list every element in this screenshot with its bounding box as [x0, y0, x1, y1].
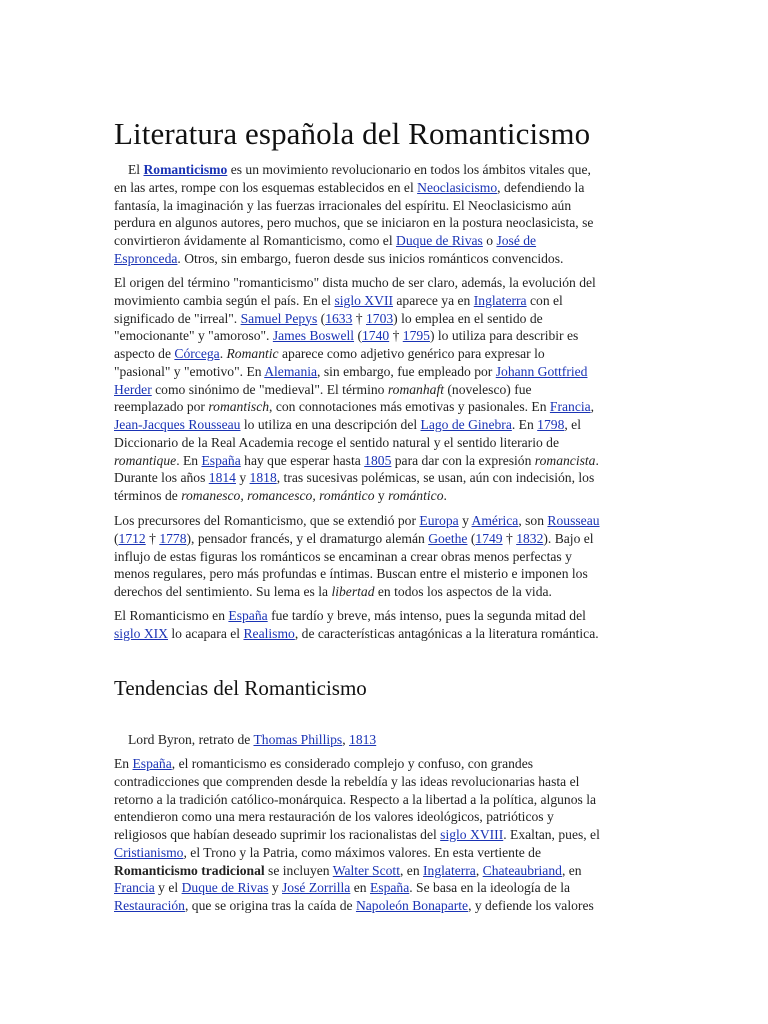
text: , y defiende los valores [468, 898, 594, 913]
text-line [114, 398, 654, 416]
text: , [342, 732, 350, 747]
link-duque-de-rivas[interactable]: Duque de Rivas [396, 233, 483, 248]
italic-term: romantique [114, 452, 177, 468]
text: es un movimiento revolucionario en todos los ámbitos vitales que, [227, 162, 591, 177]
link-espana[interactable]: España [228, 608, 268, 623]
text: significado de "irreal". [114, 310, 241, 326]
text: , de características antagónicas a la literatura romántica. [294, 625, 599, 641]
link-1778[interactable]: 1778 [159, 530, 187, 546]
text: † [145, 530, 160, 546]
text: † [502, 530, 517, 546]
link-johann-gottfried[interactable]: Johann Gottfried [495, 363, 588, 379]
text: y el [154, 880, 182, 896]
text: en las artes, rompe con los esquemas establecidos en el [114, 179, 418, 195]
link-1814[interactable]: 1814 [208, 470, 236, 486]
text: y [235, 470, 250, 486]
text: aparece ya en [393, 292, 474, 308]
link-rousseau[interactable]: Rousseau [547, 513, 600, 528]
text: "pasional" y "emotivo". En [114, 363, 265, 379]
link-inglaterra[interactable]: Inglaterra [473, 292, 527, 308]
text: , el Trono y la Patria, como máximos valores. En esta vertiente de [183, 844, 541, 860]
text: aspecto de [114, 346, 175, 361]
text: En [114, 756, 133, 771]
link-francia[interactable]: Francia [549, 399, 591, 415]
italic-term: romántico [388, 488, 444, 503]
italic-term: romanhaft [387, 381, 444, 397]
link-1749[interactable]: 1749 [475, 530, 503, 546]
text: , sin embargo, fue empleado por [317, 363, 496, 379]
text: en [350, 880, 370, 896]
link-francia[interactable]: Francia [114, 880, 155, 896]
text: y [268, 880, 283, 896]
text: , en [399, 862, 424, 878]
link-1798[interactable]: 1798 [537, 417, 565, 432]
text-line: Diccionario de la Real Academia recoge el sentido natural y el sentido literario de [114, 434, 560, 450]
link-1795[interactable]: 1795 [402, 328, 430, 344]
text: . Exaltan, pues, el [503, 827, 600, 842]
text: . Otros, sin embargo, fueron desde sus inicios románticos convencidos. [177, 250, 564, 266]
link-alemania[interactable]: Alemania [264, 363, 318, 379]
text-line [114, 755, 654, 773]
link-siglo-xix[interactable]: siglo XIX [114, 625, 168, 641]
link-james-boswell[interactable]: James Boswell [272, 328, 355, 344]
text: para dar con la expresión [391, 452, 535, 468]
link-espronceda[interactable]: Espronceda [114, 250, 178, 266]
text-line [114, 487, 654, 505]
link-espana[interactable]: España [201, 452, 241, 468]
link-walter-scott[interactable]: Walter Scott [332, 862, 400, 878]
text-line [114, 862, 654, 880]
italic-term: romanesco, romancesco, romántico [181, 488, 375, 503]
text-line: entendieron como una mera restauración de los valores ideológicos, patrióticos y [114, 809, 554, 825]
text: , el [564, 417, 581, 432]
text: reemplazado por [114, 399, 209, 415]
link-neoclasicismo[interactable]: Neoclasicismo [417, 179, 498, 195]
text: . [219, 346, 227, 361]
link-inglaterra[interactable]: Inglaterra [423, 862, 476, 878]
text: ( [467, 530, 476, 546]
link-1832[interactable]: 1832 [516, 530, 544, 546]
text: aparece como adjetivo genérico para expresar lo [278, 346, 545, 361]
text: fue tardío y breve, más intenso, pues la segunda mitad del [267, 608, 586, 623]
link-siglo-xviii[interactable]: siglo XVIII [440, 827, 504, 842]
text-line [114, 844, 654, 862]
text-line [114, 232, 654, 250]
link-cristianismo[interactable]: Cristianismo [114, 844, 184, 860]
text: , defendiendo la [497, 179, 585, 195]
text: † [389, 328, 403, 344]
text-line [114, 363, 654, 381]
link-1703[interactable]: 1703 [365, 310, 394, 326]
text-line [114, 345, 654, 363]
text: movimiento cambia según el país. En el [114, 292, 335, 308]
text: , que se origina tras la caída de [184, 898, 356, 913]
link-restauracion[interactable]: Restauración [114, 898, 185, 913]
tendencias-paragraph [114, 755, 654, 915]
text-line [114, 416, 654, 434]
text-line: influjo de estas figuras los románticos se encaminan a crear obras menos perfectas y [114, 548, 572, 564]
text: . [595, 452, 599, 468]
origin-paragraph [114, 274, 654, 505]
link-napoleon-bonaparte[interactable]: Napoleón Bonaparte [355, 898, 469, 913]
page-title: Literatura española del Romanticismo [114, 116, 591, 151]
text: Los precursores del Romanticismo, que se extendió por [114, 513, 420, 528]
text-line: contradicciones que comprenden desde la rebeldía y las ideas revolucionarias hasta el [114, 773, 580, 789]
text: términos de [114, 488, 182, 503]
text-line [114, 879, 654, 897]
link-romanticismo[interactable]: Romanticismo [143, 162, 228, 177]
link-rousseau-jj[interactable]: Jean-Jacques Rousseau [114, 417, 241, 432]
text: ). Bajo el [543, 530, 594, 546]
text: , el romanticismo es considerado complejo y confuso, con grandes [171, 756, 534, 771]
text: ), pensador francés, y el dramaturgo alemán [186, 530, 429, 546]
text: , [475, 862, 483, 878]
text-line [114, 826, 654, 844]
text-line [114, 381, 654, 399]
text-line [114, 583, 654, 601]
italic-term: romantisch [208, 399, 270, 415]
text: con el [526, 292, 563, 308]
text: ( [354, 328, 362, 344]
text: , [590, 399, 595, 415]
link-1805[interactable]: 1805 [364, 452, 392, 468]
link-america[interactable]: América [471, 513, 519, 528]
text: Lord Byron, retrato de [128, 732, 254, 747]
text: ( [317, 310, 326, 326]
link-1813[interactable]: 1813 [349, 732, 377, 747]
text-line [114, 179, 654, 197]
text: convirtieron ávidamente al Romanticismo, como el [114, 233, 396, 248]
text: Durante los años [114, 470, 209, 486]
bold-term: Romanticismo tradicional [114, 862, 265, 878]
text: . Se basa en la ideología de la [409, 880, 571, 896]
intro-paragraph [114, 161, 654, 268]
text-line [114, 512, 654, 530]
text-line [114, 897, 654, 915]
link-1740[interactable]: 1740 [361, 328, 390, 344]
link-goethe[interactable]: Goethe [428, 530, 468, 546]
text: El [128, 162, 144, 177]
link-chateaubriand[interactable]: Chateaubriand [482, 862, 562, 878]
italic-term: romancista [534, 452, 596, 468]
link-1712[interactable]: 1712 [118, 530, 146, 546]
text-line [114, 607, 654, 625]
link-duque-de-rivas[interactable]: Duque de Rivas [181, 880, 269, 896]
link-lago-de-ginebra[interactable]: Lago de Ginebra [420, 417, 512, 432]
text: o [482, 233, 497, 248]
text: derechos del sentimiento. Su lema es la [114, 584, 332, 599]
text: en todos los aspectos de la vida. [374, 584, 552, 599]
text-line [114, 469, 654, 487]
section-heading: Tendencias del Romanticismo [114, 676, 367, 700]
text: ) lo utiliza para describir es [429, 328, 579, 344]
text-line [114, 625, 654, 643]
text: ( [114, 530, 119, 546]
precursors-paragraph [114, 512, 654, 601]
text-line [114, 292, 654, 310]
italic-term: libertad [331, 584, 375, 599]
text: hay que esperar hasta [240, 452, 365, 468]
link-1633[interactable]: 1633 [325, 310, 353, 326]
link-1818[interactable]: 1818 [249, 470, 277, 486]
italic-term: Romantic [226, 346, 279, 361]
text: religiosos que habían deseado suprimir los racionalistas del [114, 827, 441, 842]
link-corcega[interactable]: Córcega [174, 346, 220, 361]
text-line: menos regulares, pero más profundas e íntimas. Buscan entre el misterio e imponen los [114, 566, 588, 582]
link-thomas-phillips[interactable]: Thomas Phillips [253, 732, 343, 747]
text-line: retorno a la tradición católico-monárquica. Respecto a la libertad a la política, algunos la [114, 791, 597, 807]
text-line: fantasía, la imaginación y las fuerzas irracionales del espíritu. El Neoclasicismo aún [114, 197, 572, 213]
text-line [114, 161, 654, 179]
text: El Romanticismo en [114, 608, 229, 623]
text: lo acapara el [168, 625, 244, 641]
text: . [443, 488, 447, 503]
link-realismo[interactable]: Realismo [243, 625, 295, 641]
text: lo utiliza en una descripción del [240, 417, 421, 432]
text: (novelesco) fue [444, 381, 532, 397]
link-espana[interactable]: España [132, 756, 172, 771]
text: , son [518, 513, 548, 528]
link-herder[interactable]: Herder [114, 381, 152, 397]
link-siglo-xvii[interactable]: siglo XVII [334, 292, 393, 308]
text: , con connotaciones más emotivas y pasionales. En [269, 399, 550, 415]
text: y [374, 488, 389, 503]
text: . En [511, 417, 538, 432]
text-line [114, 250, 654, 268]
text: ) lo emplea en el sentido de [393, 310, 543, 326]
text-line: El origen del término "romanticismo" dista mucho de ser claro, además, la evolución del [114, 275, 596, 290]
text-line [114, 452, 654, 470]
link-espana[interactable]: España [369, 880, 410, 896]
link-jose-zorrilla[interactable]: José Zorrilla [282, 880, 351, 896]
text: , en [561, 862, 582, 878]
link-jose-de-espronceda[interactable]: José de [496, 233, 537, 248]
text: . En [176, 452, 202, 468]
text: se incluyen [264, 862, 333, 878]
text-line [114, 310, 654, 328]
link-samuel-pepys[interactable]: Samuel Pepys [240, 310, 318, 326]
text: como sinónimo de "medieval". El término [151, 381, 388, 397]
text-line [114, 530, 654, 548]
image-caption [128, 731, 376, 749]
text: "emocionante" y "amoroso". [114, 328, 273, 344]
text: y [458, 513, 472, 528]
text: † [352, 310, 366, 326]
text-line: perdura en algunos autores, pero muchos, que se iniciaron en la postura neoclasicista, se [114, 215, 594, 231]
text: , tras sucesivas polémicas, se usan, aún con indecisión, los [276, 470, 595, 486]
spain-paragraph [114, 607, 654, 643]
text-line [114, 327, 654, 345]
link-europa[interactable]: Europa [419, 513, 459, 528]
